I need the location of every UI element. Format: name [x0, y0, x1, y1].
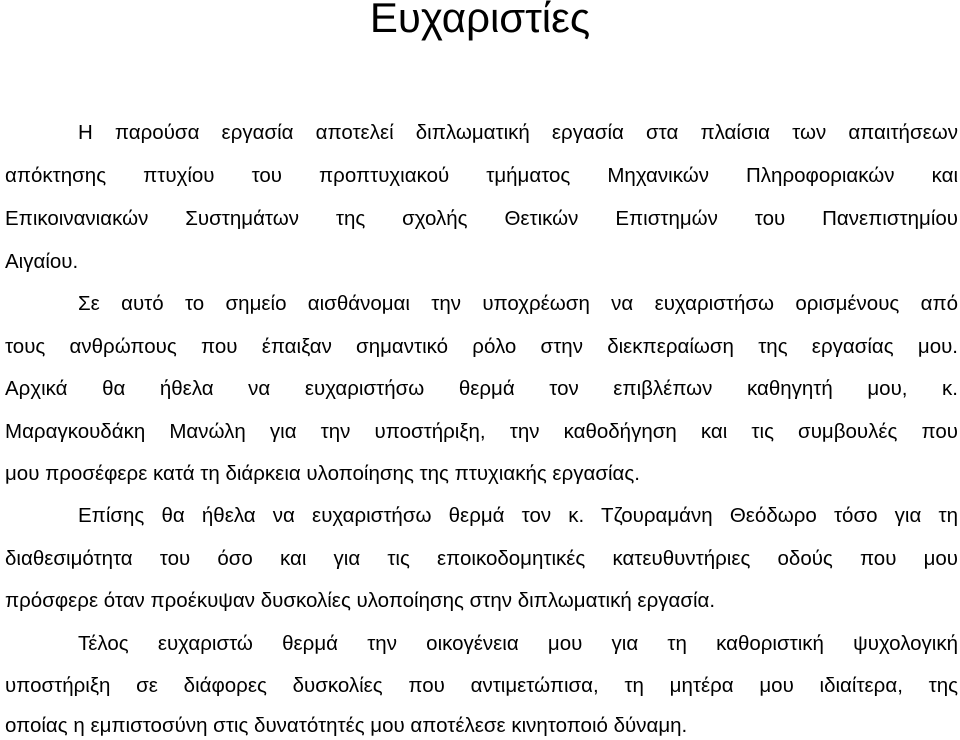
text-line-1: Η παρούσα εργασία αποτελεί διπλωματική εργασία στα πλαίσια των απαιτήσεων — [78, 121, 958, 144]
text-line-15: οποίας η εμπιστοσύνη στις δυνατότητές μου αποτέλεσε κινητοποιό δύναμη. — [5, 714, 688, 737]
text-line-10: Επίσης θα ήθελα να ευχαριστήσω θερμά τον κ. Τζουραμάνη Θεόδωρο τόσο για τη — [78, 504, 958, 527]
text-line-9: μου προσέφερε κατά τη διάρκεια υλοποίησης της πτυχιακής εργασίας. — [5, 462, 640, 485]
text-line-13: Τέλος ευχαριστώ θερμά την οικογένεια μου για τη καθοριστική ψυχολογική — [78, 632, 958, 655]
text-line-3: Επικοινανιακών Συστημάτων της σχολής Θετικών Επιστημών του Πανεπιστημίου — [5, 207, 958, 230]
text-line-8: Μαραγκουδάκη Μανώλη για την υποστήριξη, την καθοδήγηση και τις συμβουλές που — [5, 420, 958, 443]
text-line-2: απόκτησης πτυχίου του προπτυχιακού τμήματος Μηχανικών Πληροφοριακών και — [5, 164, 958, 187]
text-line-5: Σε αυτό το σημείο αισθάνομαι την υποχρέωση να ευχαριστήσω ορισμένους από — [78, 292, 958, 315]
text-line-12: πρόσφερε όταν προέκυψαν δυσκολίες υλοποίησης στην διπλωματική εργασία. — [5, 589, 716, 612]
text-line-7: Αρχικά θα ήθελα να ευχαριστήσω θερμά τον επιβλέπων καθηγητή μου, κ. — [5, 377, 958, 400]
text-line-4: Αιγαίου. — [5, 250, 79, 273]
text-line-11: διαθεσιμότητα του όσο και για τις εποικοδομητικές κατευθυντήριες οδούς που μου — [5, 547, 958, 570]
page-title: Ευχαριστίες — [369, 0, 591, 41]
text-line-14: υποστήριξη σε διάφορες δυσκολίες που αντιμετώπισα, τη μητέρα μου ιδιαίτερα, της — [5, 674, 958, 697]
text-line-6: τους ανθρώπους που έπαιξαν σημαντικό ρόλο στην διεκπεραίωση της εργασίας μου. — [5, 335, 958, 358]
